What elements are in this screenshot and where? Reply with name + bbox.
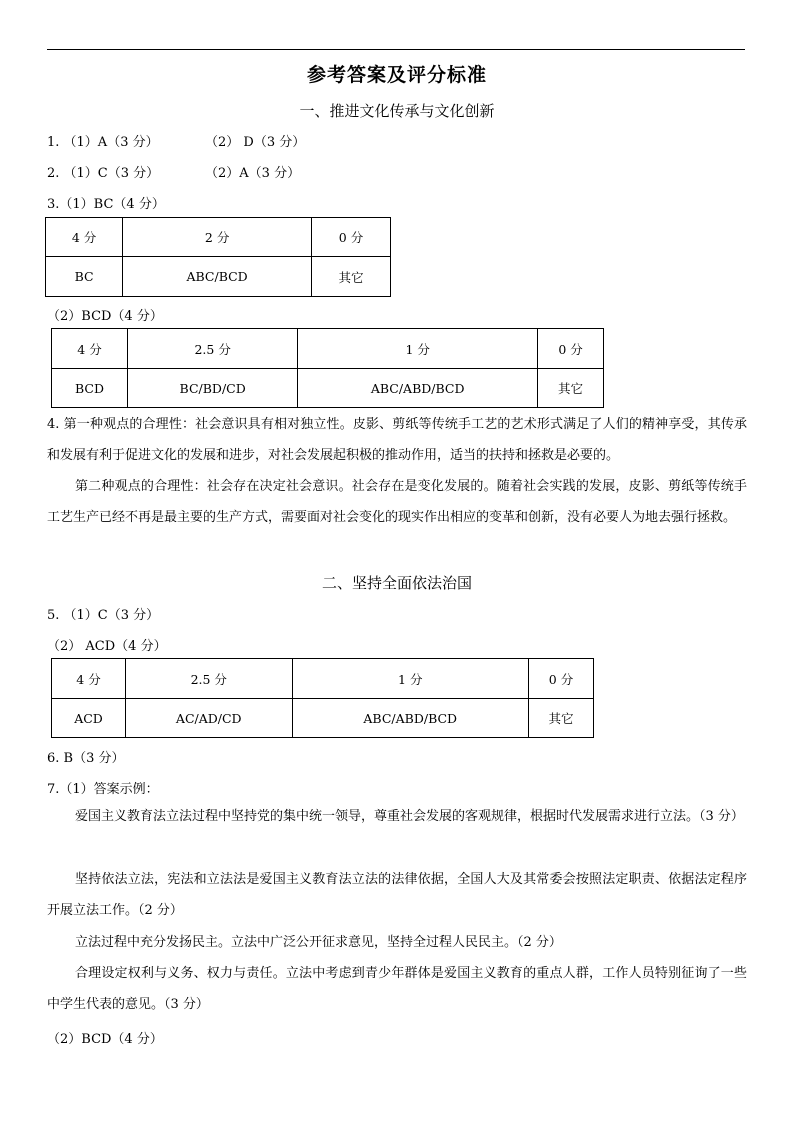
table-cell: 4 分	[52, 659, 126, 699]
q1-part1: 1. （1）A（3 分）	[47, 135, 159, 150]
table-cell: ACD	[52, 699, 126, 738]
q1-part2: （2） D（3 分）	[205, 135, 306, 150]
q7-paragraph-3: 立法过程中充分发扬民主。立法中广泛公开征求意见，坚持全过程人民民主。（2 分）	[75, 935, 562, 950]
table-cell: 1 分	[298, 329, 538, 369]
q7-part1: 7.（1）答案示例：	[47, 782, 159, 797]
table-row	[52, 699, 594, 738]
section-heading-2: 二、坚持全面依法治国	[321, 574, 472, 592]
q3-part1: 3.（1）BC（4 分）	[47, 197, 165, 212]
q5-part2: （2） ACD（4 分）	[47, 639, 167, 654]
table-cell: 0 分	[538, 329, 604, 369]
q7-paragraph-1: 爱国主义教育法立法过程中坚持党的集中统一领导，尊重社会发展的客观规律，根据时代发展需求进行立法。（3 分）	[75, 809, 744, 824]
table-header-row	[52, 659, 594, 699]
table-cell: ABC/ABD/BCD	[292, 699, 528, 738]
page-title: 参考答案及评分标准	[306, 64, 487, 86]
score-table-1	[45, 217, 391, 297]
q7-paragraph-2: 坚持依法立法，宪法和立法法是爱国主义教育法立法的法律依据，全国人大及其常委会按照法定职责、依据法定程序开展立法工作。（2 分）	[47, 872, 747, 918]
q4-paragraph-2: 第二种观点的合理性：社会存在决定社会意识。社会存在是变化发展的。随着社会实践的发展，皮影、剪纸等传统手工艺生产已经不再是最主要的生产方式，需要面对社会变化的现实作出相应的变革和创新，没有必要人为地去强行拯救。	[47, 479, 747, 525]
q4-paragraph-1: 4. 第一种观点的合理性：社会意识具有相对独立性。皮影、剪纸等传统手工艺的艺术形式满足了人们的精神享受，其传承和发展有利于促进文化的发展和进步，对社会发展起积极的推动作用，适当的扶持和拯救是必要的。	[47, 417, 747, 463]
table-header-row	[52, 329, 604, 369]
score-table-3	[51, 658, 594, 738]
q2-part2: （2）A（3 分）	[205, 166, 301, 181]
table-cell: 0 分	[528, 659, 593, 699]
table-cell: BC/BD/CD	[128, 369, 298, 408]
table-cell: 4 分	[46, 218, 123, 257]
table-cell: 0 分	[312, 218, 391, 257]
table-cell: BCD	[52, 369, 128, 408]
table-cell: 1 分	[292, 659, 528, 699]
section-heading-1: 一、推进文化传承与文化创新	[299, 102, 495, 120]
table-cell: BC	[46, 257, 123, 297]
table-cell: 其它	[528, 699, 593, 738]
table-header-row	[46, 218, 391, 257]
q3-part2: （2）BCD（4 分）	[47, 309, 163, 324]
table-cell: ABC/ABD/BCD	[298, 369, 538, 408]
table-cell: 其它	[312, 257, 391, 297]
table-cell: 2 分	[123, 218, 312, 257]
table-row	[46, 257, 391, 297]
table-cell: 2.5 分	[126, 659, 293, 699]
q5-part1: 5. （1）C（3 分）	[47, 608, 160, 623]
table-row	[52, 369, 604, 408]
q7-part2: （2）BCD（4 分）	[47, 1032, 163, 1047]
score-table-2	[51, 328, 604, 408]
table-cell: 其它	[538, 369, 604, 408]
q6-answer: 6. B（3 分）	[47, 751, 125, 766]
table-cell: 2.5 分	[128, 329, 298, 369]
q7-paragraph-4: 合理设定权利与义务、权力与责任。立法中考虑到青少年群体是爱国主义教育的重点人群，工作人员特别征询了一些中学生代表的意见。（3 分）	[47, 966, 747, 1012]
top-rule	[47, 49, 745, 50]
table-cell: 4 分	[52, 329, 128, 369]
q2-part1: 2. （1）C（3 分）	[47, 166, 160, 181]
table-cell: ABC/BCD	[123, 257, 312, 297]
table-cell: AC/AD/CD	[126, 699, 293, 738]
